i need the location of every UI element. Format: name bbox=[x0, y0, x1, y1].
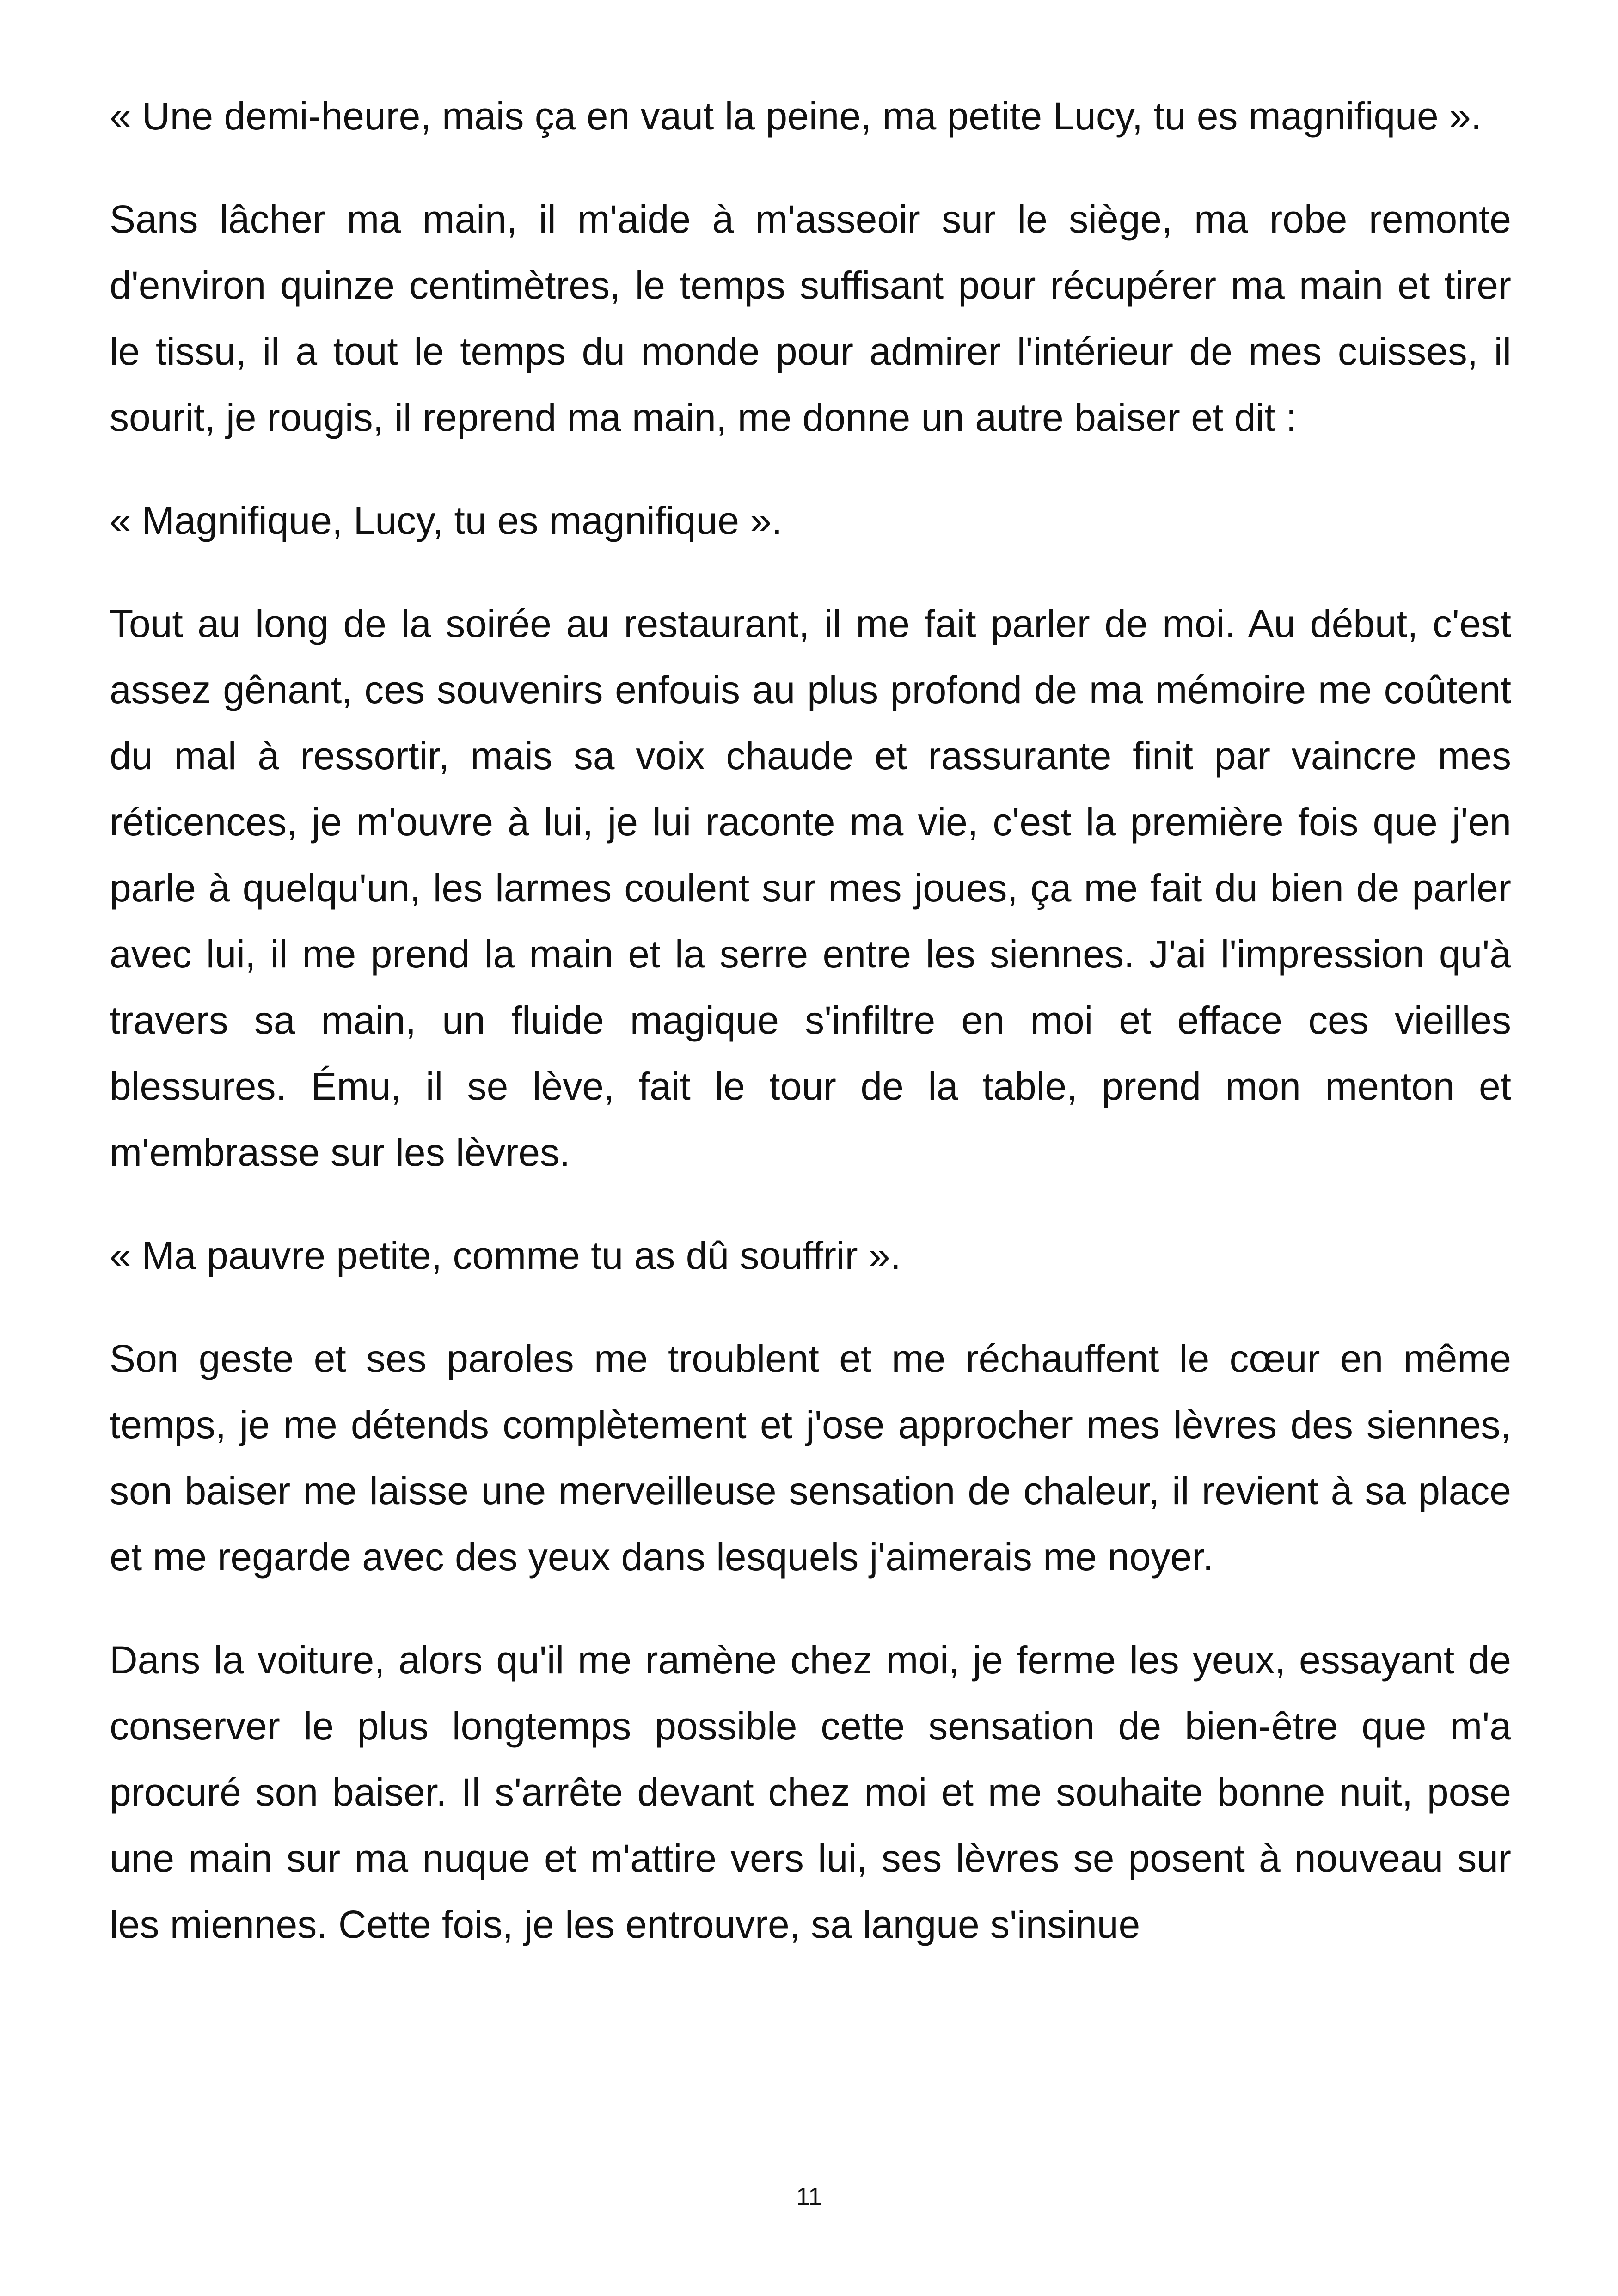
page-number: 11 bbox=[796, 2183, 822, 2210]
paragraph: Son geste et ses paroles me troublent et me réchauffent le cœur en même temps, je me détends complètement et j'ose approcher mes lèvres des siennes, son baiser me laisse une merveilleuse sensation de chaleur, il revient à sa place et me regarde avec des yeux dans lesquels j'aimerais me noyer. bbox=[110, 1337, 1511, 1579]
body-text bbox=[110, 83, 1511, 1995]
paragraph: « Ma pauvre petite, comme tu as dû souffrir ». bbox=[110, 1234, 901, 1277]
paragraph: « Une demi-heure, mais ça en vaut la peine, ma petite Lucy, tu es magnifique ». bbox=[110, 94, 1482, 138]
paragraph: « Magnifique, Lucy, tu es magnifique ». bbox=[110, 499, 783, 542]
paragraph: Dans la voiture, alors qu'il me ramène chez moi, je ferme les yeux, essayant de conserver le plus longtemps possible cette sensation de bien-être que m'a procuré son baiser. Il s'arrête devant chez moi et me souhaite bonne nuit, pose une main sur ma nuque et m'attire vers lui, ses lèvres se posent à nouveau sur les miennes. Cette fois, je les entrouvre, sa langue s'insinue bbox=[110, 1638, 1511, 1946]
paragraph: Tout au long de la soirée au restaurant, il me fait parler de moi. Au début, c'est assez gênant, ces souvenirs enfouis au plus profond de ma mémoire me coûtent du mal à ressortir, mais sa voix chaude et rassurante finit par vaincre mes réticences, je m'ouvre à lui, je lui raconte ma vie, c'est la première fois que j'en parle à quelqu'un, les larmes coulent sur mes joues, ça me fait du bien de parler avec lui, il me prend la main et la serre entre les siennes. J'ai l'impression qu'à travers sa main, un fluide magique s'infiltre en moi et efface ces vieilles blessures. Ému, il se lève, fait le tour de la table, prend mon menton et m'embrasse sur les lèvres. bbox=[110, 602, 1511, 1174]
paragraph: Sans lâcher ma main, il m'aide à m'asseoir sur le siège, ma robe remonte d'environ quinze centimètres, le temps suffisant pour récupérer ma main et tirer le tissu, il a tout le temps du monde pour admirer l'intérieur de mes cuisses, il sourit, je rougis, il reprend ma main, me donne un autre baiser et dit : bbox=[110, 197, 1511, 439]
